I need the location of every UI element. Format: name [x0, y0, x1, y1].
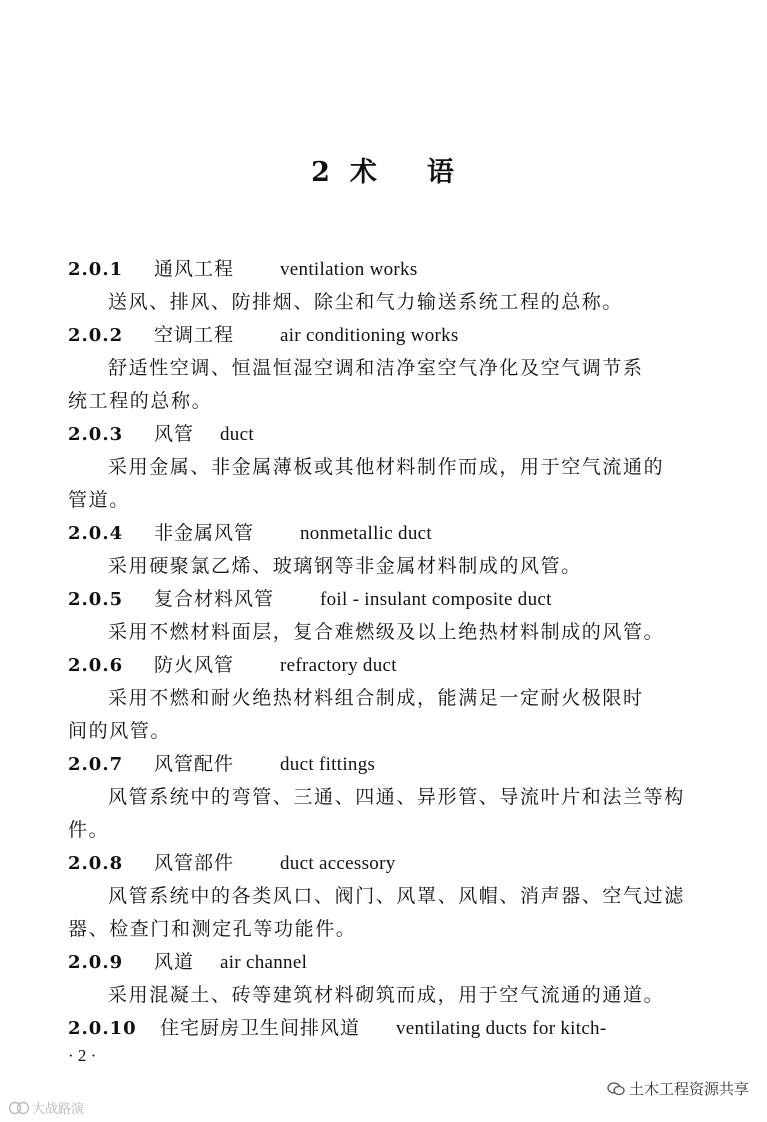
term-english: air channel: [220, 952, 308, 973]
term-entry-heading: [68, 748, 688, 781]
definition-line: 采用混凝土、砖等建筑材料砌筑而成，用于空气流通的通道。: [108, 984, 665, 1006]
wechat-icon: [607, 1082, 625, 1096]
definition-line: 采用不燃材料面层，复合难燃级及以上绝热材料制成的风管。: [108, 621, 665, 643]
term-chinese: 防火风管: [154, 654, 235, 676]
term-chinese: 非金属风管: [154, 522, 255, 544]
chapter-title-char-2: 语: [426, 157, 456, 188]
definition-line: 采用金属、非金属薄板或其他材料制作而成，用于空气流通的: [108, 456, 665, 478]
term-entry-heading: [68, 649, 688, 682]
term-definition: [68, 286, 688, 319]
watermark-source: [607, 1078, 749, 1099]
term-chinese: 住宅厨房卫生间排风道: [160, 1017, 361, 1039]
definition-line: 件。: [68, 819, 110, 841]
term-entry-heading: [68, 319, 688, 352]
term-definition: [68, 616, 688, 649]
term-chinese: 风管: [154, 423, 195, 445]
term-entry-heading: [68, 253, 688, 286]
term-entry-heading: [68, 517, 688, 550]
watermark-corner: [8, 1098, 84, 1117]
term-chinese: 空调工程: [154, 324, 235, 346]
term-english: foil - insulant composite duct: [320, 589, 552, 610]
logo-icon: [8, 1101, 30, 1115]
term-english: duct fittings: [280, 754, 376, 775]
definition-line: 间的风管。: [68, 720, 172, 742]
term-chinese: 风管配件: [154, 753, 235, 775]
definition-line: 舒适性空调、恒温恒湿空调和洁净室空气净化及空气调节系: [108, 357, 644, 379]
term-chinese: 通风工程: [154, 258, 235, 280]
term-list: [68, 253, 688, 1045]
term-english: duct: [220, 424, 254, 445]
term-definition: [68, 550, 688, 583]
term-chinese: 复合材料风管: [154, 588, 275, 610]
definition-line: 风管系统中的各类风口、阀门、风罩、风帽、消声器、空气过滤: [108, 885, 685, 907]
definition-line: 统工程的总称。: [68, 390, 213, 412]
term-english: nonmetallic duct: [300, 523, 432, 544]
term-english: refractory duct: [280, 655, 397, 676]
chapter-title: [0, 150, 767, 189]
term-number: 2.0.3: [68, 424, 124, 445]
term-english: duct accessory: [280, 853, 396, 874]
term-definition: [68, 979, 688, 1012]
term-number: 2.0.5: [68, 589, 124, 610]
term-number: 2.0.1: [68, 259, 124, 280]
page-number: · 2 ·: [68, 1046, 97, 1065]
term-definition: [68, 880, 688, 946]
term-number: 2.0.4: [68, 523, 124, 544]
term-entry-heading: [68, 946, 688, 979]
term-english: ventilation works: [280, 259, 418, 280]
definition-line: 采用硬聚氯乙烯、玻璃钢等非金属材料制成的风管。: [108, 555, 582, 577]
definition-line: 采用不燃和耐火绝热材料组合制成，能满足一定耐火极限时: [108, 687, 644, 709]
chapter-number: 2: [311, 157, 332, 188]
watermark-source-text: 土木工程资源共享: [628, 1080, 749, 1098]
term-english: air conditioning works: [280, 325, 459, 346]
term-chinese: 风道: [154, 951, 195, 973]
watermark-corner-text: 大战路演: [32, 1102, 85, 1117]
term-entry-heading: [68, 1012, 688, 1045]
chapter-title-char-1: 术: [349, 157, 379, 188]
term-number: 2.0.2: [68, 325, 124, 346]
term-number: 2.0.7: [68, 754, 124, 775]
definition-line: 风管系统中的弯管、三通、四通、异形管、导流叶片和法兰等构: [108, 786, 685, 808]
term-number: 2.0.8: [68, 853, 124, 874]
term-definition: [68, 781, 688, 847]
term-definition: [68, 352, 688, 418]
term-definition: [68, 451, 688, 517]
definition-line: 器、检查门和测定孔等功能件。: [68, 918, 357, 940]
definition-line: 送风、排风、防排烟、除尘和气力输送系统工程的总称。: [108, 291, 624, 313]
term-entry-heading: [68, 418, 688, 451]
term-entry-heading: [68, 847, 688, 880]
term-chinese: 风管部件: [154, 852, 235, 874]
term-definition: [68, 682, 688, 748]
definition-line: 管道。: [68, 489, 130, 511]
term-english: ventilating ducts for kitch-: [396, 1018, 607, 1039]
term-number: 2.0.9: [68, 952, 124, 973]
term-number: 2.0.10: [68, 1018, 137, 1039]
term-entry-heading: [68, 583, 688, 616]
term-number: 2.0.6: [68, 655, 124, 676]
